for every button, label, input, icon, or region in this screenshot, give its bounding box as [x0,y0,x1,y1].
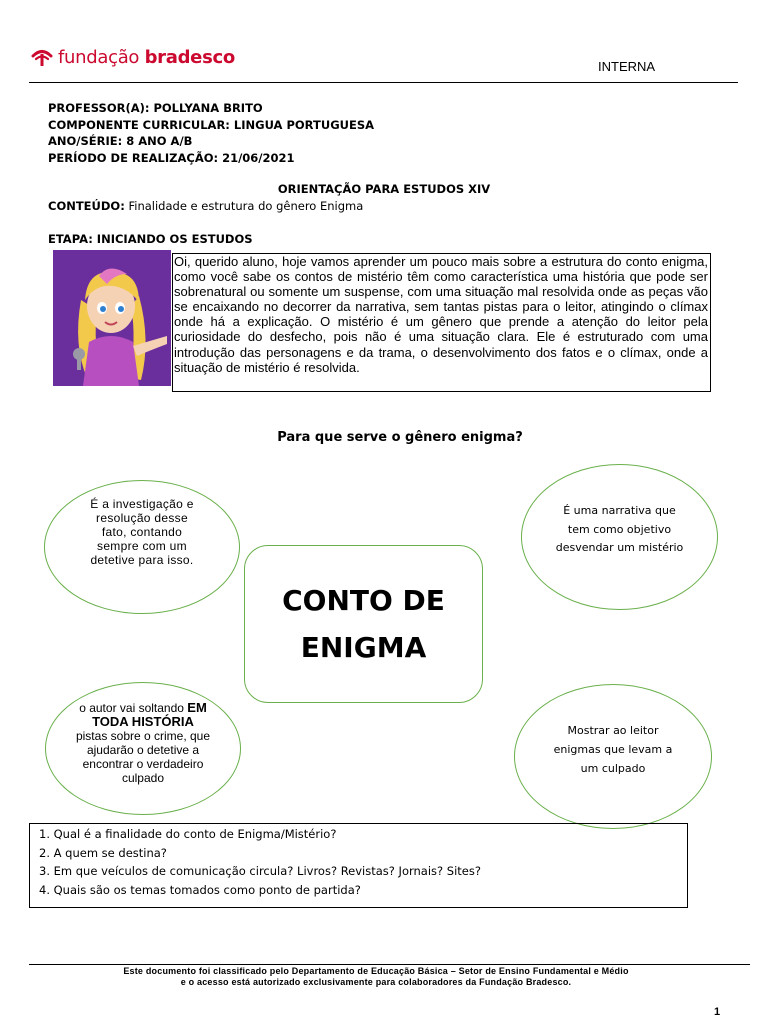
periodo-line: PERÍODO DE REALIZAÇÃO: 21/06/2021 [48,150,295,165]
info-block [48,100,374,166]
question-item: 3. Em que veículos de comunicação circula? Livros? Revistas? Jornais? Sites? [39,864,481,878]
bubble-bottom-right [514,684,712,829]
center-concept-box [244,545,483,703]
question-item: 1. Qual é a finalidade do conto de Enigma/Mistério? [39,827,337,841]
question-heading: Para que serve o gênero enigma? [277,430,523,445]
question-item: 4. Quais são os temas tomados como ponto de partida? [39,882,361,897]
bubble-bottom-left [45,682,241,815]
fundacao-bradesco-logo [30,42,235,72]
header-divider [29,82,738,83]
logo-text: fundação bradesco [58,46,235,68]
bubble-bottom-right-text: Mostrar ao leitor enigmas que levam a um culpado [553,724,673,775]
footer-line-2: e o acesso está autorizado exclusivamente para colaboradores da Fundação Bradesco. [180,977,572,987]
componente-line: COMPONENTE CURRICULAR: LINGUA PORTUGUESA [48,117,375,132]
bradesco-tree-icon [30,45,54,69]
conteudo-text: Finalidade e estrutura do gênero Enigma [124,199,364,213]
bubble-top-right-text: É uma narrativa que tem como objetivo desvendar um mistério [555,504,684,555]
etapa-line: ETAPA: INICIANDO OS ESTUDOS [48,232,253,246]
classification-label: INTERNA [598,59,656,74]
footer-line-1: Este documento foi classificado pelo Departamento de Educação Básica – Setor de Ensino Fundamental e Médio [123,966,629,976]
footer-divider [29,964,750,965]
question-item: 2. A quem se destina? [39,845,167,860]
center-line-2: ENIGMA [300,631,427,664]
ano-line: ANO/SÉRIE: 8 ANO A/B [48,134,193,148]
conteudo-label: CONTEÚDO: [48,199,125,213]
questions-box [29,823,688,908]
bubble-bottom-left-text: o autor vai soltando EM TODA HISTÓRIA pistas sobre o crime, que ajudarão o detetive a encontrar o verdadeiro culpado [75,699,211,785]
intro-text-box: Oi, querido aluno, hoje vamos aprender um pouco mais sobre a estrutura do conto enigma, como você sabe os contos de mistério têm como característica uma história que pode ser sobrenatural ou somente um suspense, com uma situação mal resolvida onde as peças vão se encaixando no decorrer da narrativa, sem tantas pistas para o leitor, atingindo o clímax onde há a explicação. O mistério é um gênero que prende a atenção do leitor pela curiosidade do desfecho, pois não é uma situação clara. Ele é estruturado com uma introdução das personagens e da trama, o desenvolvimento dos fatos e o clímax, onde a situação de mistério é resolvida. [172,253,711,392]
footer-notice [0,966,752,988]
center-line-1: CONTO DE [282,584,445,617]
bubble-top-right [521,464,718,610]
conteudo-line [48,199,363,213]
bubble-top-left-text: É a investigação e resolução desse fato, contando sempre com um detetive para isso. [90,497,194,567]
page-number: 1 [714,1006,721,1018]
orientation-title: ORIENTAÇÃO PARA ESTUDOS XIV [277,182,491,196]
professor-line: PROFESSOR(A): POLLYANA BRITO [48,101,263,115]
student-avatar-illustration [53,250,171,386]
bubble-top-left [44,480,240,614]
